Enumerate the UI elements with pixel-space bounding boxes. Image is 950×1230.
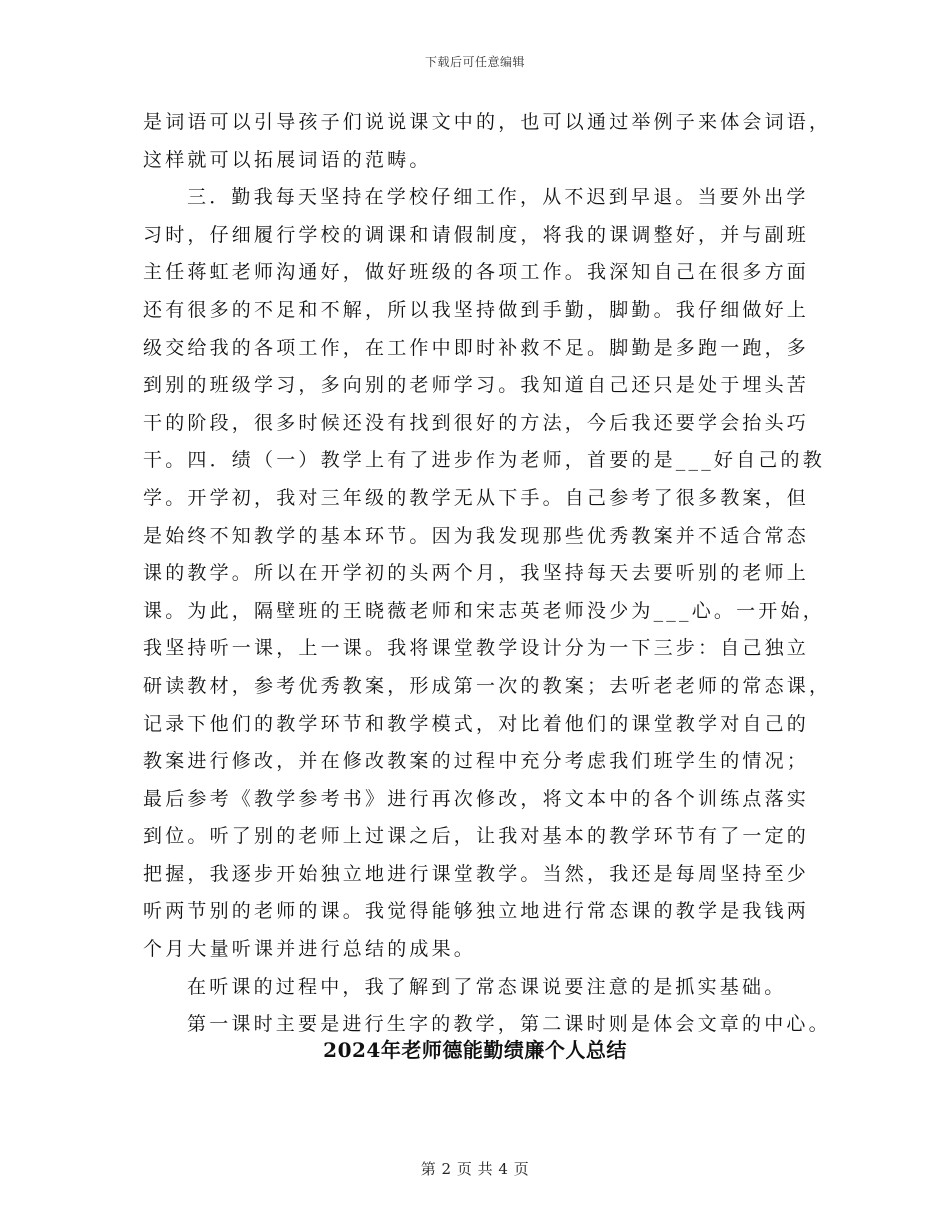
page-header-note: 下载后可任意编辑 [424,55,525,69]
paragraph-line: 我坚持听一课，上一课。我将课堂教学设计分为一下三步：自己独立 [143,637,810,660]
paragraph-line: 是词语可以引导孩子们说说课文中的，也可以通过举例子来体会词语， [143,111,832,133]
page-number: 第 2 页 共 4 页 [420,1160,530,1178]
paragraph-line: 教案进行修改，并在修改教案的过程中充分考虑我们班学生的情况； [143,750,810,773]
paragraph-line: 最后参考《教学参考书》进行再次修改，将文本中的各个训练点落实 [143,787,810,810]
paragraph-line: 干的阶段，很多时候还没有找到很好的方法，今后我还要学会抬头巧 [143,411,810,434]
paragraph-line: 把握，我逐步开始独立地进行课堂教学。当然，我还是每周坚持至少 [143,862,810,885]
paragraph-line: 习时，仔细履行学校的调课和请假制度，将我的课调整好，并与副班 [143,223,810,246]
paragraph-line: 到位。听了别的老师上过课之后，让我对基本的教学环节有了一定的 [143,825,810,848]
paragraph-line: 级交给我的各项工作，在工作中即时补救不足。脚勤是多跑一跑，多 [143,336,810,359]
paragraph-line: 在听课的过程中，我了解到了常态课说要注意的是抓实基础。 [187,975,787,998]
paragraph-line: 干。四．绩（一）教学上有了进步作为老师，首要的是___好自己的教 [143,449,825,472]
paragraph-line: 到别的班级学习，多向别的老师学习。我知道自己还只是处于埋头苦 [143,374,810,397]
paragraph-line: 第一课时主要是进行生字的教学，第二课时则是体会文章的中心。 [187,1013,831,1036]
paragraph-line: 这样就可以拓展词语的范畴。 [143,148,432,171]
paragraph-line: 课。为此，隔壁班的王晓薇老师和宋志英老师没少为___心。一开始， [143,599,825,622]
paragraph-line: 研读教材，参考优秀教案，形成第一次的教案；去听老老师的常态课， [143,674,832,697]
body-text [143,104,832,1044]
paragraph-line: 三．勤我每天坚持在学校仔细工作，从不迟到早退。当要外出学 [187,186,809,209]
paragraph-line: 还有很多的不足和不解，所以我坚持做到手勤，脚勤。我仔细做好上 [143,298,810,321]
document-title: 2024年老师德能勤绩廉个人总结 [323,1038,627,1062]
paragraph-line: 主任蒋虹老师沟通好，做好班级的各项工作。我深知自己在很多方面 [143,261,810,284]
paragraph-line: 课的教学。所以在开学初的头两个月，我坚持每天去要听别的老师上 [143,562,810,585]
paragraph-line: 个月大量听课并进行总结的成果。 [143,938,477,961]
paragraph-line: 记录下他们的教学环节和教学模式，对比着他们的课堂教学对自己的 [143,712,810,735]
paragraph-line: 是始终不知教学的基本环节。因为我发现那些优秀教案并不适合常态 [143,524,810,547]
paragraph-line: 听两节别的老师的课。我觉得能够独立地进行常态课的教学是我钱两 [143,900,810,923]
paragraph-line: 学。开学初，我对三年级的教学无从下手。自己参考了很多教案，但 [143,486,810,509]
